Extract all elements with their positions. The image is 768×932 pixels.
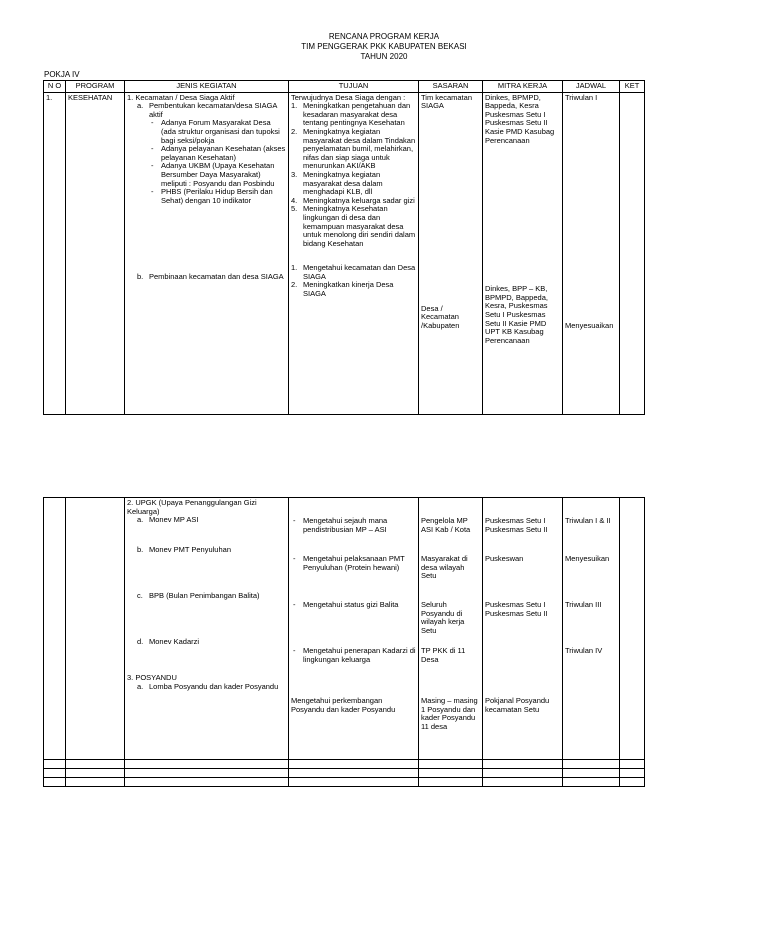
cell-tujuan: Terwujudnya Desa Siaga dengan : 1. Meningkatkan pengetahuan dan kesadaran masyarakat desa tentang pentingnya Kesehatan 2. Meningkatnya kegiatan masyarakat desa dalam Tindakan penyelamatan bumil, melahirkan, nifas dan siap siaga untuk menurunkan AKI/AKB 3. Meningkatnya kegiatan masyarakat desa dalam menghadapi KLB, dll 4. Meningkatnya keluarga sadar gizi 5. Meningkatnya Kesehatan lingkungan di desa dan kemampuan masyarakat desa untuk menolong diri sendiri dalam bidang Kesehatan 1. Mengetahui kecamatan dan Desa SIAGA 2. Meningkatkan kinerja Desa SIAGA [289, 92, 419, 414]
mitra-b: Dinkes, BPP – KB, BPMPD, Bappeda, Kesra, Puskesmas Setu I Puskesmas Setu II Kasie PMD UPT KB Kasubag Perencanaan [485, 284, 548, 345]
tujuan-item: Meningkatnya kegiatan masyarakat desa dalam menghadapi KLB, dll [303, 169, 383, 197]
item-label: a. [137, 101, 144, 111]
jadwal-bpb: Triwulan III [565, 600, 602, 609]
mitra-kadarzi [485, 647, 560, 697]
tujuan-mp-asi: - Mengetahui sejauh mana pendistribusian MP – ASI [291, 517, 416, 555]
col-header-no: N O [44, 81, 66, 93]
tujuan-item: Meningkatkan pengetahuan dan kesadaran masyarakat desa tentang pentingnya Kesehatan [303, 101, 411, 128]
tujuan-posyandu: Mengetahui perkembangan Posyandu dan kader Posyandu [291, 696, 396, 714]
jadwal-a: Triwulan I [565, 92, 598, 102]
col-header-program: PROGRAM [66, 81, 125, 93]
item-label: a. [137, 681, 144, 691]
sasaran-bpb: Seluruh Posyandu di wilayah kerja Setu [421, 600, 465, 635]
bullet-item: - Adanya Forum Masyarakat Desa (ada struktur organisasi dan tupoksi bagi seksi/pokja [149, 119, 286, 145]
jadwal-mp-asi: Triwulan I & II [565, 516, 611, 525]
cell-jadwal [563, 498, 620, 760]
cell-program [66, 498, 125, 760]
kegiatan-monev-kadarzi: Monev Kadarzi [149, 637, 200, 647]
tujuan-intro: Terwujudnya Desa Siaga dengan : [291, 92, 406, 102]
bullet-item: - Adanya pelayanan Kesehatan (akses pelayanan Kesehatan) [149, 145, 286, 162]
sasaran-a: Tim kecamatan SIAGA [421, 92, 472, 111]
empty-row [44, 760, 645, 769]
kegiatan-monev-mp-asi: Monev MP ASI [149, 515, 199, 525]
col-header-mitra-kerja: MITRA KERJA [483, 81, 563, 93]
tujuan-bpb: - Mengetahui status gizi Balita [291, 601, 416, 647]
cell-no [44, 498, 66, 760]
bullet-item: - PHBS (Perilaku Hidup Bersih dan Sehat) dengan 10 indikator [149, 188, 286, 205]
mitra-mp-asi: Puskesmas Setu I Puskesmas Setu II [485, 516, 548, 534]
table-header-row [44, 81, 645, 93]
kegiatan-lomba-posyandu: Lomba Posyandu dan kader Posyandu [149, 681, 279, 691]
empty-row [44, 769, 645, 778]
tujuan-item: Mengetahui kecamatan dan Desa SIAGA [303, 263, 416, 281]
mitra-a: Dinkes, BPMPD, Bappeda, Kesra Puskesmas Setu I Puskesmas Setu II Kasie PMD Kasubag Perencanaan [485, 92, 555, 145]
cell-mitra-kerja [483, 92, 563, 414]
bullet-item: - Adanya UKBM (Upaya Kesehatan Bersumber Daya Masyarakat) meliputi : Posyandu dan Posbindu [149, 162, 286, 188]
pokja-label: POKJA IV [44, 70, 80, 79]
kegiatan-a-title: Pembentukan kecamatan/desa SIAGA aktif [149, 101, 277, 119]
document-title: RENCANA PROGRAM KERJA [328, 32, 440, 41]
jadwal-pmt: Menyesuikan [565, 554, 610, 563]
jadwal-b: Menyesuaikan [565, 321, 614, 331]
cell-mitra-kerja [483, 498, 563, 760]
tujuan-item: Meningkatkan kinerja Desa SIAGA [303, 280, 394, 299]
mitra-bpb: Puskesmas Setu I Puskesmas Setu II [485, 600, 548, 618]
tujuan-item: Meningkatnya keluarga sadar gizi [303, 195, 415, 205]
cell-tujuan [289, 498, 419, 760]
cell-no: 1. [44, 92, 66, 414]
sasaran-b: Desa / Kecamatan /Kabupaten [421, 303, 460, 330]
tujuan-pmt: - Mengetahui pelaksanaan PMT Penyuluhan (Protein hewani) [291, 555, 416, 601]
cell-jadwal [563, 92, 620, 414]
col-header-tujuan: TUJUAN [289, 81, 419, 93]
posyandu-title: 3. POSYANDU [127, 673, 177, 683]
item-label: b. [137, 545, 144, 555]
document-subtitle: TIM PENGGERAK PKK KABUPATEN BEKASI [301, 42, 467, 51]
sasaran-posyandu: Masing – masing 1 Posyandu dan kader Posyandu 11 desa [421, 696, 478, 731]
program-table-page2 [43, 497, 645, 787]
kegiatan-b-title: Pembinaan kecamatan dan desa SIAGA [149, 272, 284, 282]
upgk-title: 2. UPGK (Upaya Penanggulangan Gizi Keluarga) [127, 498, 257, 516]
item-label: a. [137, 515, 144, 525]
mitra-posyandu: Pokjanal Posyandu kecamatan Setu [485, 696, 550, 714]
empty-row [44, 778, 645, 787]
col-header-ket: KET [620, 81, 645, 93]
cell-program: KESEHATAN [66, 92, 125, 414]
sasaran-pmt: Masyarakat di desa wilayah Setu [421, 554, 468, 581]
mitra-pmt: Puskeswan [485, 554, 524, 563]
item-label: c. [137, 591, 143, 601]
cell-ket [620, 92, 645, 414]
cell-jenis-kegiatan [125, 92, 289, 414]
cell-jenis-kegiatan [125, 498, 289, 760]
program-table-page1 [43, 80, 645, 415]
sasaran-kadarzi: TP PKK di 11 Desa [421, 646, 466, 664]
kegiatan-title: 1. Kecamatan / Desa Siaga Aktif [127, 92, 235, 102]
tujuan-item: Meningkatnya Kesehatan lingkungan di desa dan kemampuan masyarakat desa untuk menolong diri sendiri dalam bidang Kesehatan [303, 204, 416, 248]
kegiatan-bpb: BPB (Bulan Penimbangan Balita) [149, 591, 260, 601]
item-label: d. [137, 637, 144, 647]
sasaran-mp-asi: Pengelola MP ASI Kab / Kota [421, 516, 471, 534]
tujuan-kadarzi: - Mengetahui penerapan Kadarzi di lingkungan keluarga [291, 647, 416, 697]
item-label: b. [137, 272, 144, 282]
cell-sasaran [419, 92, 483, 414]
cell-ket [620, 498, 645, 760]
col-header-jenis-kegiatan: JENIS KEGIATAN [125, 81, 289, 93]
col-header-sasaran: SASARAN [419, 81, 483, 93]
col-header-jadwal: JADWAL [563, 81, 620, 93]
jadwal-kadarzi: Triwulan IV [565, 646, 603, 655]
document-year: TAHUN 2020 [360, 52, 408, 61]
table-row [44, 92, 645, 414]
cell-sasaran [419, 498, 483, 760]
table-row [44, 498, 645, 760]
tujuan-item: Meningkatnya kegiatan masyarakat desa dalam Tindakan penyelamatan bumil, melahirkan, nifas dan siap siaga untuk menurunkan AKI/AKB [303, 126, 416, 171]
kegiatan-monev-pmt: Monev PMT Penyuluhan [149, 545, 231, 555]
